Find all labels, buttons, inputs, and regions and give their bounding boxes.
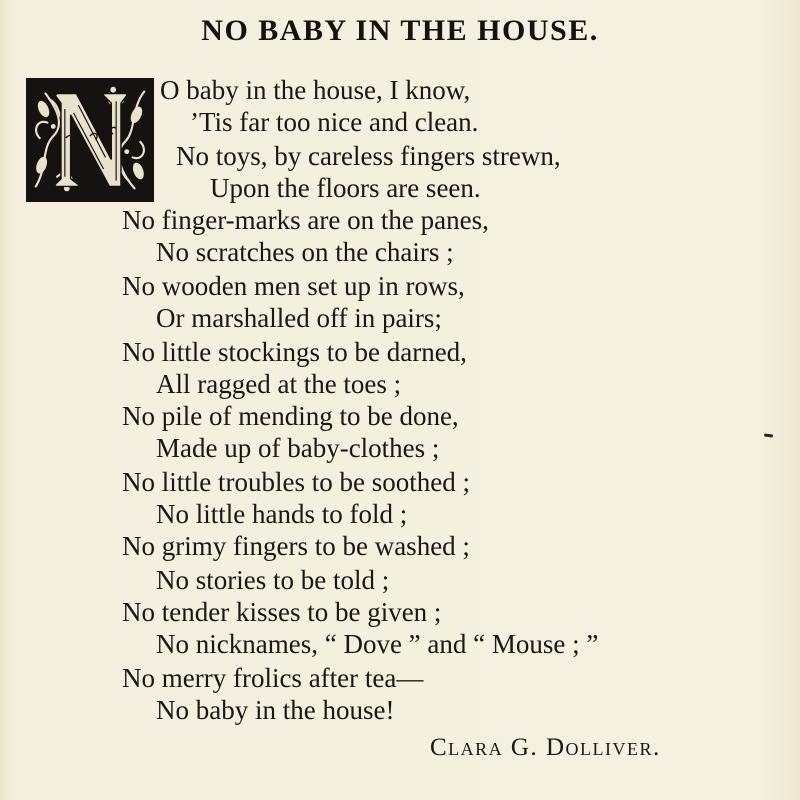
poem-line: No merry frolics after tea—: [122, 663, 424, 693]
poem-line: No grimy fingers to be washed ;: [122, 531, 470, 561]
poem-line: No little stockings to be darned,: [122, 337, 467, 367]
ornamental-initial-art: [28, 80, 152, 200]
poem-line: No stories to be told ;: [156, 565, 390, 595]
poem-line: No little troubles to be soothed ;: [122, 467, 470, 497]
poem-line: Upon the floors are seen.: [210, 173, 481, 203]
poem-line: No baby in the house!: [156, 695, 395, 725]
poem-line: O baby in the house, I know,: [160, 75, 471, 105]
poem-line: Made up of baby-clothes ;: [156, 433, 440, 463]
poem-line: No pile of mending to be done,: [122, 401, 459, 431]
poem-line: No tender kisses to be given ;: [122, 597, 442, 627]
ornamental-initial: [26, 78, 154, 202]
author-signature: Clara G. Dolliver.: [430, 734, 661, 761]
poem-line: ’Tis far too nice and clean.: [190, 107, 479, 137]
poem-title: NO BABY IN THE HOUSE.: [201, 14, 599, 47]
poem-line: All ragged at the toes ;: [156, 369, 402, 399]
poem-line: Or marshalled off in pairs;: [156, 303, 442, 333]
poem-line: No little hands to fold ;: [156, 499, 408, 529]
poem-line: No nicknames, “ Dove ” and “ Mouse ; ”: [156, 629, 599, 659]
poem-line: No scratches on the chairs ;: [156, 237, 454, 267]
poem-line: No toys, by careless fingers strewn,: [176, 141, 561, 171]
poem-line: No finger-marks are on the panes,: [122, 205, 489, 235]
poem-line: No wooden men set up in rows,: [122, 271, 465, 301]
ink-speck: [764, 433, 773, 437]
